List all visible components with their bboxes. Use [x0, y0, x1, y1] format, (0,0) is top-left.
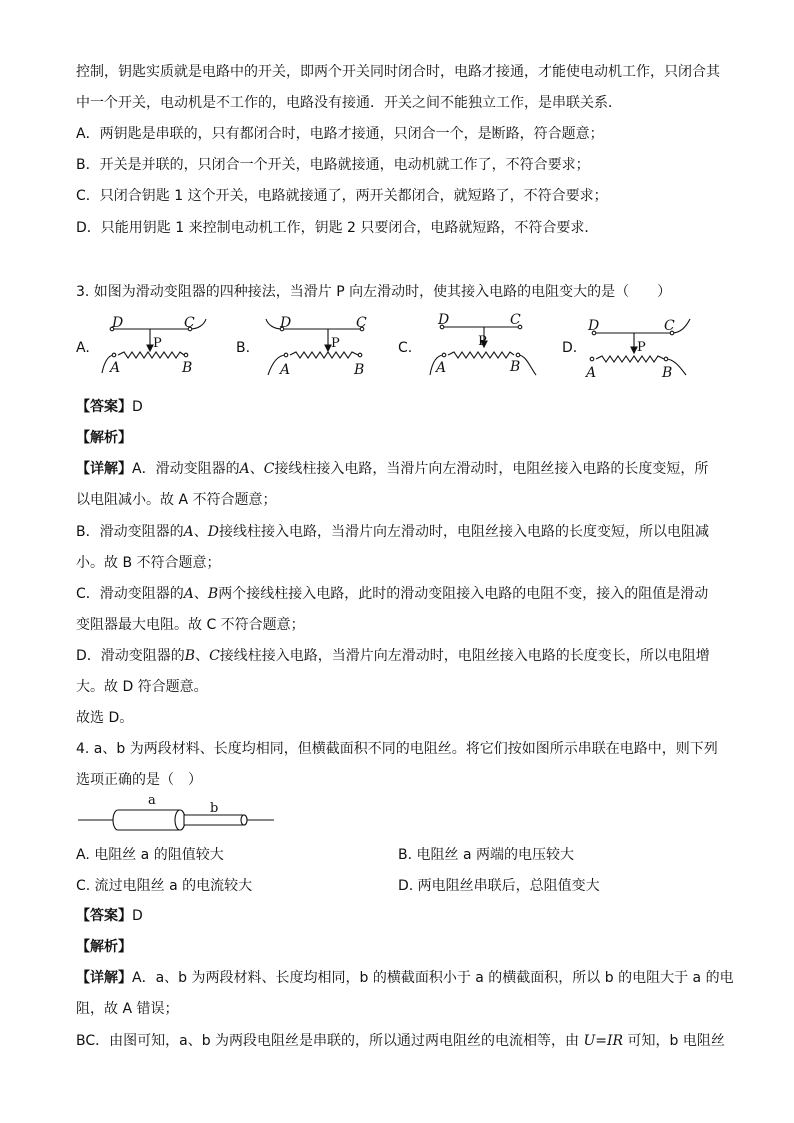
rheostat-d-label-p: P: [637, 340, 646, 355]
rheostat-b-label-d: D: [280, 315, 292, 331]
rheostat-c-label-d: D: [438, 312, 450, 328]
q3-answer-tag: 【答案】: [76, 399, 132, 415]
rheostat-d-label-c: C: [664, 318, 675, 334]
rheostat-b-label-c: C: [356, 315, 367, 331]
q3-analysis-tag: 【解析】: [76, 430, 132, 446]
q3-detail-a-line-2: 以电阻减小。故 A 不符合题意；: [76, 492, 277, 508]
rheostat-c-label-c: C: [510, 312, 521, 328]
q4-answer-tag: 【答案】: [76, 908, 132, 924]
intro-option-d: D．只能用钥匙 1 来控制电动机工作，钥匙 2 只要闭合，电路就短路，不符合要求．: [76, 220, 599, 236]
q3-conclusion: 故选 D。: [76, 710, 134, 726]
rheostat-a-label-a: A: [110, 360, 121, 376]
rheostat-a-label-d: D: [112, 315, 124, 331]
q3-option-a-label: A.: [76, 340, 90, 356]
wire-a-cylinder: [113, 810, 185, 830]
q3-option-d-label: D.: [562, 340, 578, 356]
rheostat-b-label-b: B: [354, 362, 365, 378]
intro-line-1: 控制，钥匙实质就是电路中的开关，即两个开关同时闭合时，电路才接通，才能使电动机工作，只闭合其: [76, 64, 720, 80]
rheostat-c-label-p: P: [478, 334, 487, 349]
rheostat-b-label-a: A: [280, 362, 291, 378]
rheostat-a-label-b: B: [182, 360, 193, 376]
rheostat-d-label-d: D: [588, 318, 600, 334]
wire-a-label: a: [148, 793, 156, 808]
q3-detail-b-line-1: B．滑动变阻器的A、D接线柱接入电路，当滑片向左滑动时，电阻丝接入电路的长度变短，所以电阻减: [76, 524, 709, 540]
intro-option-a: A．两钥匙是串联的，只有都闭合时，电路才接通，只闭合一个，是断路，符合题意；: [76, 126, 604, 142]
rheostat-b-label-p: P: [331, 336, 340, 351]
q3-detail-c-line-1: C．滑动变阻器的A、B两个接线柱接入电路，此时的滑动变阻接入电路的电阻不变，接入的阻值是滑动: [76, 586, 709, 602]
rheostat-d-label-b: B: [662, 365, 673, 381]
q4-option-b: B. 电阻丝 a 两端的电压较大: [398, 847, 574, 863]
intro-option-c: C．只闭合钥匙 1 这个开关，电路就接通了，两开关都闭合，就短路了，不符合要求；: [76, 188, 608, 204]
q3-option-c-label: C.: [398, 340, 413, 356]
q4-detail-bc-line-1: BC．由图可知，a、b 为两段电阻丝是串联的，所以通过两电阻丝的电流相等，由 U=IR 可知，b 电阻丝: [76, 1033, 725, 1049]
q4-option-a: A. 电阻丝 a 的阻值较大: [76, 847, 224, 863]
q3-option-b-label: B.: [236, 340, 251, 356]
rheostat-c-label-b: B: [510, 359, 521, 375]
rheostat-a-label-p: P: [153, 336, 162, 351]
q4-detail-a-line-2: 阻，故 A 错误；: [76, 1001, 179, 1017]
q4-formula: U=IR: [583, 1033, 624, 1049]
intro-line-2: 中一个开关，电动机是不工作的，电路没有接通．开关之间不能独立工作，是串联关系．: [76, 95, 622, 111]
q3-detail-tag: 【详解】: [76, 461, 132, 477]
q4-stem-line-1: 4. a、b 为两段材料、长度均相同，但横截面积不同的电阻丝。将它们按如图所示串联在电路中，则下列: [76, 741, 718, 757]
q3-stem: 3. 如图为滑动变阻器的四种接法，当滑片 P 向左滑动时，使其接入电路的电阻变大的是（ ）: [76, 284, 672, 300]
q4-detail-a-line-1: 【详解】A．a、b 为两段材料、长度均相同，b 的横截面积小于 a 的横截面积，所以 b 的电阻大于 a 的电: [76, 970, 734, 986]
q4-analysis-tag: 【解析】: [76, 939, 132, 955]
q3-detail-a-line-1: 【详解】A．滑动变阻器的A、C接线柱接入电路，当滑片向左滑动时，电阻丝接入电路的长度变短，所: [76, 461, 709, 477]
q3-figure: [0, 305, 794, 385]
q4-option-c: C. 流过电阻丝 a 的电流较大: [76, 878, 253, 894]
wire-b-label: b: [210, 801, 219, 816]
q3-detail-c-line-2: 变阻器最大电阻。故 C 不符合题意；: [76, 617, 305, 633]
q4-stem-line-2: 选项正确的是（ ）: [76, 772, 202, 788]
intro-option-b: B．开关是并联的，只闭合一个开关，电路就接通，电动机就工作了，不符合要求；: [76, 157, 590, 173]
q4-answer-value: D: [132, 908, 143, 924]
q3-answer: [76, 397, 726, 417]
wire-b-cylinder: [184, 815, 247, 825]
q4-answer: [76, 906, 726, 926]
rheostat-d-label-a: A: [586, 365, 597, 381]
q3-detail-d-line-1: D．滑动变阻器的B、C接线柱接入电路，当滑片向左滑动时，电阻丝接入电路的长度变长，所以电阻增: [76, 648, 710, 664]
rheostat-c-label-a: A: [436, 360, 447, 376]
q4-detail-tag: 【详解】: [76, 970, 132, 986]
rheostat-a-label-c: C: [184, 315, 195, 331]
q3-answer-value: D: [132, 399, 143, 415]
q3-detail-b-line-2: 小。故 B 不符合题意；: [76, 555, 221, 571]
q3-detail-d-line-2: 大。故 D 符合题意。: [76, 679, 208, 695]
q4-option-d: D. 两电阻丝串联后，总阻值变大: [398, 878, 600, 894]
q4-figure: [70, 792, 290, 840]
